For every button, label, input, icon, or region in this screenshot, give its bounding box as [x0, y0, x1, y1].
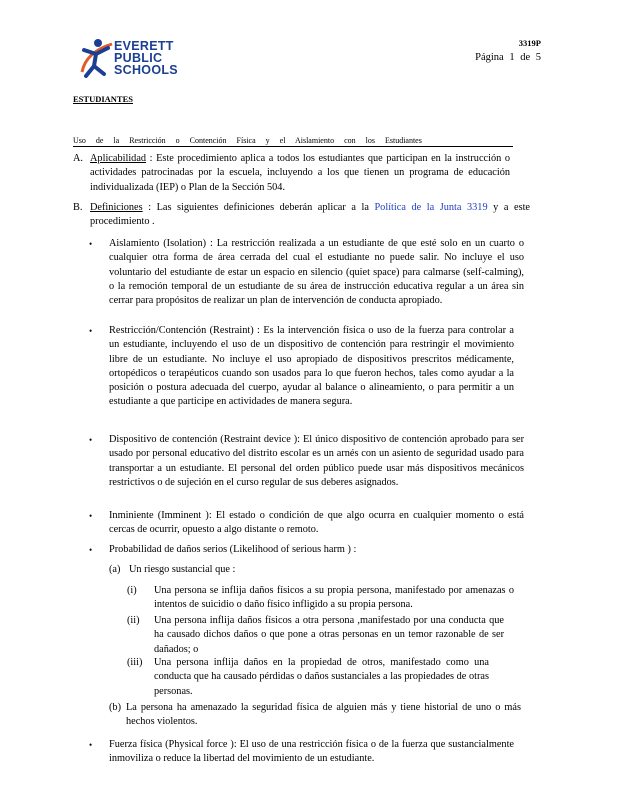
sub-item-num: (iii) [127, 657, 143, 668]
definition-text: Dispositivo de contención (Restraint device ): El único dispositivo de contención aprobado para ser usado por personal educativo del distrito escolar es un arnés con un asiento de seguridad usado para transportar a un estudiante. El personal del orden público puede usar más dispositivos mecánicos restrictivos o de sujeción en el curso regular de sus deberes asignados. [109, 434, 524, 488]
bullet-icon: • [89, 740, 93, 750]
section-b-text: : Las siguientes definiciones deberán aplicar a la [148, 202, 369, 213]
sub-item-text: Una persona se inflija daños físicos a su propia persona, manifestado por amenazas o intentos de suicidio o daño físico infligido a su propia persona. [154, 585, 514, 611]
bullet-icon: • [89, 239, 93, 249]
definition-text: Restricción/Contención (Restraint) : Es la intervención física o uso de la fuerza para controlar a un estudiante, incluyendo el uso de un dispositivo de contención para restringir el movimiento libre de un estudiante. No incluye el uso apropiado de dispositivos prescritos médicamente, ortopédicos o terapéuticos cuando son usados para lo que fueron hechos, tales como ayudar a la posición o postura adecuada del cuerpo, ayudar al balance o alineamiento, o para permitir a un estudiante a que participe en actividades de manera segura. [109, 325, 514, 408]
section-a-letter: A. [73, 153, 84, 164]
bullet-icon: • [89, 326, 93, 336]
definition-text: Inminiente (Imminent ): El estado o condición de que algo ocurra en cualquier momento o está cercas de ocurrir, opuesto a algo distante o remoto. [109, 510, 524, 536]
sub-item-num: (i) [127, 585, 137, 596]
sub-item-b-text: La persona ha amenazado la seguridad física de alguien más y tiene historial de uno o más hechos violentos. [126, 702, 521, 728]
section-a-body [90, 152, 510, 195]
logo-line-1: EVERETT [114, 39, 174, 53]
bullet-icon: • [89, 435, 93, 445]
runner-figure-icon [76, 34, 116, 84]
district-logo [76, 34, 186, 84]
bullet-icon: • [89, 511, 93, 521]
logo-wordmark [114, 40, 178, 76]
sub-item-num: (ii) [127, 615, 140, 626]
bullet-icon: • [89, 545, 93, 555]
sub-item-b-label: (b) [109, 702, 122, 713]
section-label: ESTUDIANTES [73, 94, 133, 104]
section-a-heading: Aplicabilidad [90, 153, 147, 164]
sub-item-a-label: (a) [109, 564, 121, 575]
sub-item-text: Una persona inflija daños en la propiedad de otros, manifestado como una conducta que ha causado pérdidas o daños sustanciales a las propiedades de otras personas. [154, 657, 489, 697]
section-a-text: : Este procedimiento aplica a todos los estudiantes que participan en la instrucción o actividades patrocinadas por la escuela, incluyendo a los que tienen un programa de educación individualizada (IEP) o Plan de la Sección 504. [90, 153, 510, 193]
section-b-heading: Definiciones [90, 202, 143, 213]
sub-item-a-text: Un riesgo sustancial que : [129, 564, 236, 575]
page-number: Página 1 de 5 [475, 52, 541, 63]
document-code: 3319P [518, 38, 541, 48]
definition-text: Fuerza física (Physical force ): El uso de una restricción física o de la fuerza que sustancialmente inmoviliza o reduce la libertad del movimiento de un estudiante. [109, 739, 514, 765]
section-b-text-after: y a este procedimiento . [90, 202, 531, 228]
logo-line-2: PUBLIC [114, 51, 163, 65]
board-policy-link[interactable]: Política de la Junta 3319 [374, 202, 488, 213]
section-b-letter: B. [73, 202, 83, 213]
logo-line-3: SCHOOLS [114, 63, 178, 77]
sub-item-text: Una persona inflija daños físicos a otra persona ,manifestado por una conducta que ha causado dichos daños o que pone a otras personas en un temor razonable de ser dañados; o [154, 615, 504, 655]
definition-text: Aislamiento (Isolation) : La restricción realizada a un estudiante de que esté solo en un cuarto o cualquier otra forma de área cerrada del cual el estudiante no puede salir. No incluye el uso voluntario del estudiante de estar un espacio en silencio (quiet space) para calmarse (self-calming), o la remoción temporal de un estudiante de su área de instrucción educativa regular a un área sin cerrar para propósitos de realizar un plan de intervención de conducta apropiado. [109, 238, 524, 307]
document-title: Uso de la Restricción o Contención Física y el Aislamiento con los Estudiantes [73, 136, 513, 147]
section-b-body [90, 201, 530, 230]
definition-text: Probabilidad de daños serios (Likelihood of serious harm ) : [109, 544, 357, 555]
